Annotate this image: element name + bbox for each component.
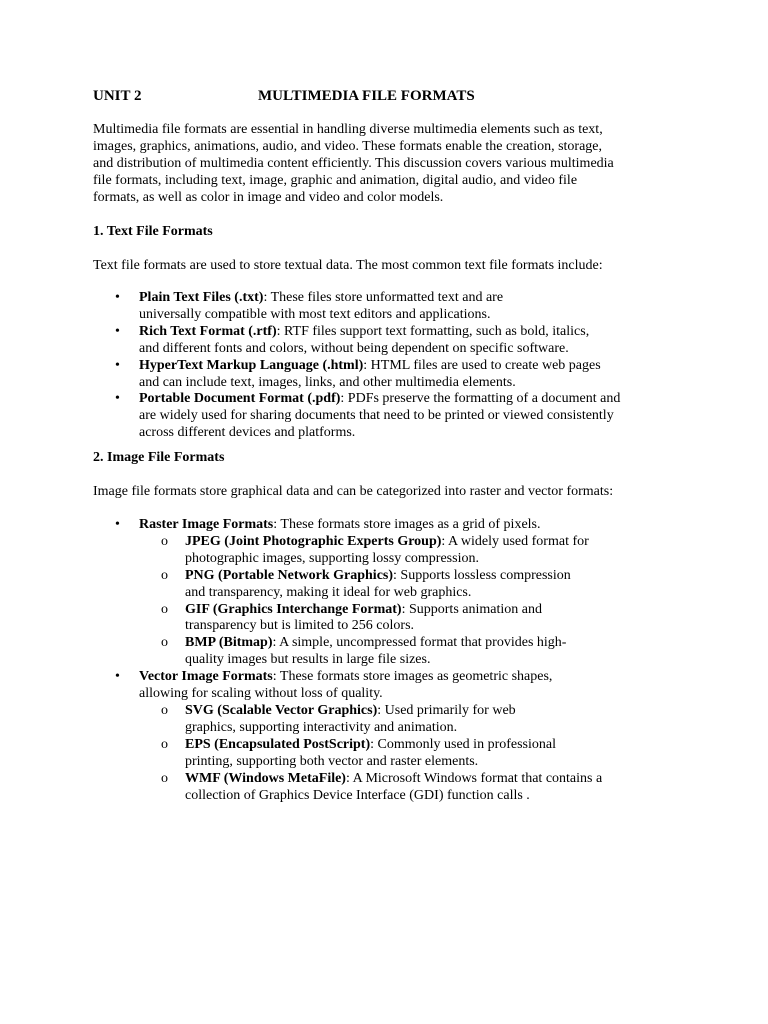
sub-item-text: : Used primarily for web: [377, 702, 516, 718]
item-term: Vector Image Formats: [139, 669, 273, 685]
list-item: [93, 358, 683, 392]
sub-list-item: [93, 534, 683, 568]
text-formats-lead: Text file formats are used to store textual data. The most common text file formats include:: [93, 258, 603, 273]
intro-line: and distribution of multimedia content efficiently. This discussion covers various multimedia: [93, 155, 614, 171]
sub-item-term: GIF (Graphics Interchange Format): [185, 601, 402, 617]
bullet-marker: •: [115, 323, 120, 339]
list-item-vector: [93, 669, 683, 703]
sub-bullet-marker: o: [161, 567, 168, 583]
image-formats-list: [93, 517, 683, 804]
sub-item-term: BMP (Bitmap): [185, 635, 273, 651]
sub-item-text: printing, supporting both vector and raster elements.: [185, 753, 479, 769]
item-term: HyperText Markup Language (.html): [139, 357, 364, 373]
sub-item-term: JPEG (Joint Photographic Experts Group): [185, 533, 442, 549]
sub-bullet-marker: o: [161, 533, 168, 549]
sub-list-item: [93, 771, 683, 805]
bullet-marker: •: [115, 391, 120, 407]
list-item: [93, 324, 683, 358]
sub-item-text: : A widely used format for: [441, 533, 589, 549]
intro-line: Multimedia file formats are essential in handling diverse multimedia elements such as text,: [93, 122, 603, 137]
item-text: : These formats store images as a grid of pixels.: [273, 517, 541, 532]
sub-list-item: [93, 737, 683, 771]
sub-list-item: [93, 703, 683, 737]
sub-item-text: : A Microsoft Windows format that contains a: [345, 770, 603, 786]
item-term: Rich Text Format (.rtf): [139, 323, 277, 339]
sub-item-text: : Supports lossless compression: [393, 567, 571, 583]
item-term: Portable Document Format (.pdf): [139, 391, 341, 407]
text-formats-list: [93, 290, 683, 442]
list-item: [93, 290, 683, 324]
sub-list-item: [93, 568, 683, 602]
item-text: are widely used for sharing documents that need to be printed or viewed consistently: [139, 408, 614, 424]
item-text: and can include text, images, links, and other multimedia elements.: [139, 374, 516, 390]
item-text: and different fonts and colors, without being dependent on specific software.: [139, 340, 569, 356]
sub-item-term: WMF (Windows MetaFile): [185, 770, 346, 786]
sub-item-text: transparency but is limited to 256 colors.: [185, 618, 415, 634]
sub-item-text: : Commonly used in professional: [370, 736, 557, 752]
item-term: Plain Text Files (.txt): [139, 290, 264, 305]
sub-bullet-marker: o: [161, 635, 168, 651]
item-text: : HTML files are used to create web pages: [363, 357, 601, 373]
sub-item-term: EPS (Encapsulated PostScript): [185, 736, 371, 752]
sub-item-text: : Supports animation and: [401, 601, 542, 617]
intro-line: file formats, including text, image, graphic and animation, digital audio, and video file: [93, 172, 578, 188]
intro-paragraph: [93, 122, 683, 207]
sub-bullet-marker: o: [161, 601, 168, 617]
unit-title: MULTIMEDIA FILE FORMATS: [258, 88, 475, 104]
sub-item-text: collection of Graphics Device Interface (GDI) function calls .: [185, 787, 530, 803]
section-heading-text-formats: 1. Text File Formats: [93, 224, 213, 239]
unit-heading: [93, 88, 475, 105]
section-heading-image-formats: 2. Image File Formats: [93, 450, 225, 465]
item-text: across different devices and platforms.: [139, 425, 356, 441]
item-text: : RTF files support text formatting, such as bold, italics,: [276, 323, 590, 339]
sub-item-text: quality images but results in large file sizes.: [185, 652, 431, 668]
image-formats-lead: Image file formats store graphical data and can be categorized into raster and vector formats:: [93, 484, 614, 499]
sub-item-term: SVG (Scalable Vector Graphics): [185, 702, 378, 718]
sub-bullet-marker: o: [161, 736, 168, 752]
item-text: universally compatible with most text editors and applications.: [139, 306, 491, 322]
item-term: Raster Image Formats: [139, 517, 274, 532]
sub-bullet-marker: o: [161, 770, 168, 786]
bullet-marker: •: [115, 357, 120, 373]
sub-item-text: : A simple, uncompressed format that provides high-: [272, 635, 567, 651]
intro-line: images, graphics, animations, audio, and video. These formats enable the creation, storage,: [93, 138, 603, 154]
bullet-marker: •: [115, 669, 120, 685]
sub-item-text: and transparency, making it ideal for web graphics.: [185, 584, 472, 600]
item-text: : PDFs preserve the formatting of a document and: [340, 391, 621, 407]
sub-list-item: [93, 602, 683, 636]
item-text: : These formats store images as geometric shapes,: [272, 669, 553, 685]
sub-item-text: graphics, supporting interactivity and animation.: [185, 719, 458, 735]
list-item: [93, 391, 683, 442]
sub-item-term: PNG (Portable Network Graphics): [185, 567, 394, 583]
intro-line: formats, as well as color in image and video and color models.: [93, 189, 444, 205]
sub-bullet-marker: o: [161, 702, 168, 718]
bullet-marker: •: [115, 290, 120, 305]
sub-list-item: [93, 635, 683, 669]
list-item-raster: [93, 517, 683, 534]
sub-item-text: photographic images, supporting lossy compression.: [185, 550, 479, 566]
item-text: : These files store unformatted text and are: [263, 290, 504, 305]
item-text: allowing for scaling without loss of quality.: [139, 686, 383, 702]
unit-label: UNIT 2: [93, 88, 142, 104]
bullet-marker: •: [115, 517, 120, 532]
